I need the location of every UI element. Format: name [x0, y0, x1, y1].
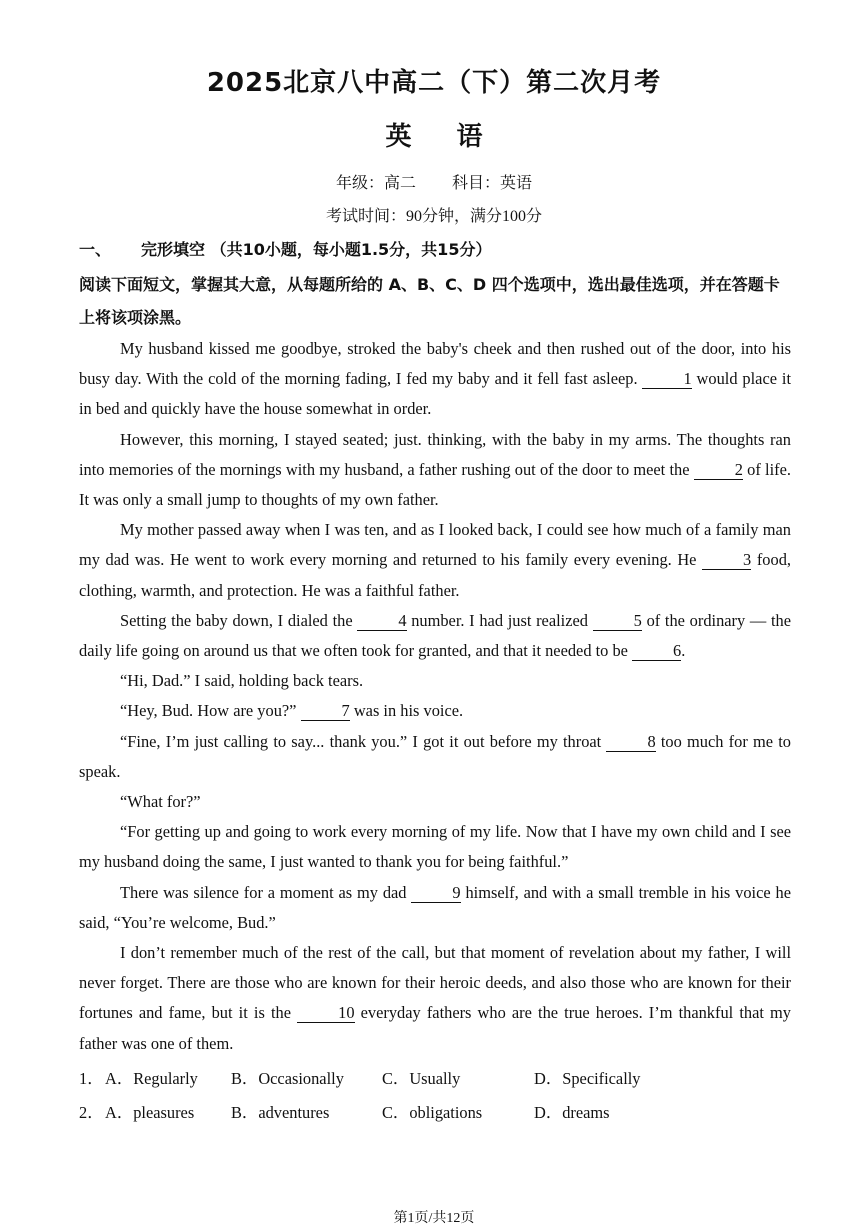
option-d: D．Specifically	[534, 1069, 641, 1088]
blank-9: 9	[411, 884, 460, 903]
paragraph: “What for?”	[120, 792, 201, 812]
option-a: A．pleasures	[105, 1103, 195, 1122]
question-number: 1．	[79, 1069, 104, 1088]
blank-7: 7	[301, 702, 350, 721]
blank-4: 4	[357, 612, 406, 631]
grade-label: 年级：高二	[335, 175, 416, 192]
subject-heading: 英 语	[385, 122, 483, 152]
paragraph: However, this morning, I stayed seated; just. thinking, with the baby in my arms. The thoughts ran into memories of the mornings with my husband, a father rushing out of the door to meet the 2 of life. It was only a small jump to thoughts of my own father.	[79, 429, 791, 510]
paragraph: My husband kissed me goodbye, stroked the baby's cheek and then rushed out of the door, into his busy day. With the cold of the morning fading, I fed my baby and it fell fast asleep. 1 would place it in bed and quickly have the house somewhat in order.	[79, 339, 792, 419]
option-a: A．Regularly	[105, 1069, 198, 1088]
paragraph: “For getting up and going to work every morning of my life. Now that I have my own child and I see my husband doing the same, I just wanted to thank you for being faithful.”	[79, 822, 791, 872]
section-heading	[79, 237, 491, 260]
option-c: C．obligations	[382, 1103, 483, 1122]
page-footer: 第1页/共12页	[393, 1211, 475, 1226]
blank-6: 6	[632, 642, 681, 661]
paragraph: There was silence for a moment as my dad 9 himself, and with a small tremble in his voice he said, “You’re welcome, Bud.”	[79, 882, 791, 932]
question-number: 2．	[79, 1103, 104, 1122]
course-label: 科目：英语	[452, 175, 533, 192]
paragraph: Setting the baby down, I dialed the 4 number. I had just realized 5 of the ordinary — the daily life going on around us that we often took for granted, and that it needed to be 6.	[79, 610, 792, 661]
blank-1: 1	[642, 370, 691, 389]
option-c: C．Usually	[382, 1069, 461, 1088]
grade-course-line	[0, 170, 868, 193]
paragraph: I don’t remember much of the rest of the call, but that moment of revelation about my father, I will never forget. There are those who are known for their heroic deeds, and also those who are known for their fortunes and fame, but it is the 10 everyday fathers who are the true heroes. I’m thankful that my father was one of them.	[79, 943, 791, 1053]
paragraph: My mother passed away when I was ten, and as I looked back, I could see how much of a family man my dad was. He went to work every morning and returned to his family every evening. He 3 food, clothing, warmth, and protection. He was a faithful father.	[79, 520, 791, 600]
paragraph: “Hey, Bud. How are you?” 7 was in his voice.	[120, 701, 464, 721]
exam-title: 2025北京八中高二（下）第二次月考	[206, 68, 662, 98]
cloze-passage	[79, 334, 791, 1059]
option-d: D．dreams	[534, 1103, 610, 1122]
option-b: B．adventures	[231, 1103, 330, 1122]
exam-time-info: 考试时间：90分钟，满分100分	[325, 208, 542, 225]
blank-5: 5	[593, 612, 642, 631]
section-title: 完形填空 （共10小题，每小题1.5分，共15分）	[141, 240, 492, 259]
section-number: 一、	[79, 240, 112, 259]
option-b: B．Occasionally	[231, 1069, 344, 1088]
blank-3: 3	[702, 551, 751, 570]
blank-8: 8	[606, 733, 655, 752]
paragraph: “Fine, I’m just calling to say... thank you.” I got it out before my throat 8 too much for me to speak.	[79, 731, 791, 781]
blank-10: 10	[297, 1004, 354, 1023]
paragraph: “Hi, Dad.” I said, holding back tears.	[120, 671, 364, 691]
section-instructions: 阅读下面短文，掌握其大意，从每题所给的 A、B、C、D 四个选项中，选出最佳选项，并在答题卡上将该项涂黑。	[79, 275, 780, 327]
blank-2: 2	[694, 461, 743, 480]
